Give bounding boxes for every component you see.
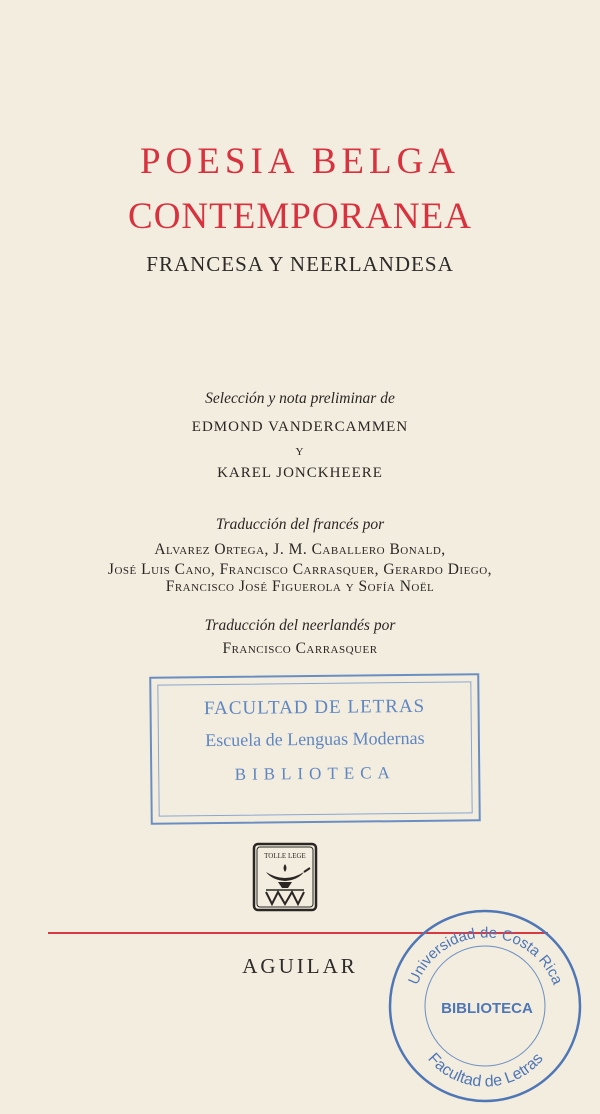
editor-name-2: KAREL JONCKHEERE <box>217 465 383 481</box>
book-subtitle: FRANCESA Y NEERLANDESA <box>146 252 454 276</box>
library-stamp <box>149 673 481 824</box>
french-translators-line2: José Luis Cano, Francisco Carrasquer, Gerardo Diego, <box>107 561 493 578</box>
dutch-translator: Francisco Carrasquer <box>222 640 378 657</box>
library-stamp-line2: Escuela de Lenguas Modernas <box>205 727 425 751</box>
library-stamp-line3: BIBLIOTECA <box>234 763 396 784</box>
seal-top-arc: Universidad de Costa Rica <box>405 924 566 988</box>
book-title-line2: CONTEMPORANEA <box>128 196 472 237</box>
editor-conjunction: Y <box>295 446 305 458</box>
editor-name-1: EDMOND VANDERCAMMEN <box>191 419 409 435</box>
logo-text: TOLLE LEGE <box>264 852 306 860</box>
dutch-translation-intro: Traducción del neerlandés por <box>204 617 396 634</box>
french-translation-intro: Traducción del francés por <box>215 516 385 533</box>
publisher-name: AGUILAR <box>242 954 358 978</box>
seal-center: BIBLIOTECA <box>441 1000 533 1017</box>
french-translators-line3: Francisco José Figuerola y Sofía Noël <box>165 578 435 595</box>
lamp-logo-icon <box>252 842 318 912</box>
selection-intro: Selección y nota preliminar de <box>205 390 395 407</box>
library-stamp-line1: FACULTAD DE LETRAS <box>203 695 426 720</box>
seal-bottom-arc: Facultad de Letras <box>424 1050 547 1091</box>
university-seal-icon <box>383 900 588 1105</box>
book-title-line1: POESIA BELGA <box>139 141 461 182</box>
french-translators-line1: Alvarez Ortega, J. M. Caballero Bonald, <box>154 541 446 558</box>
